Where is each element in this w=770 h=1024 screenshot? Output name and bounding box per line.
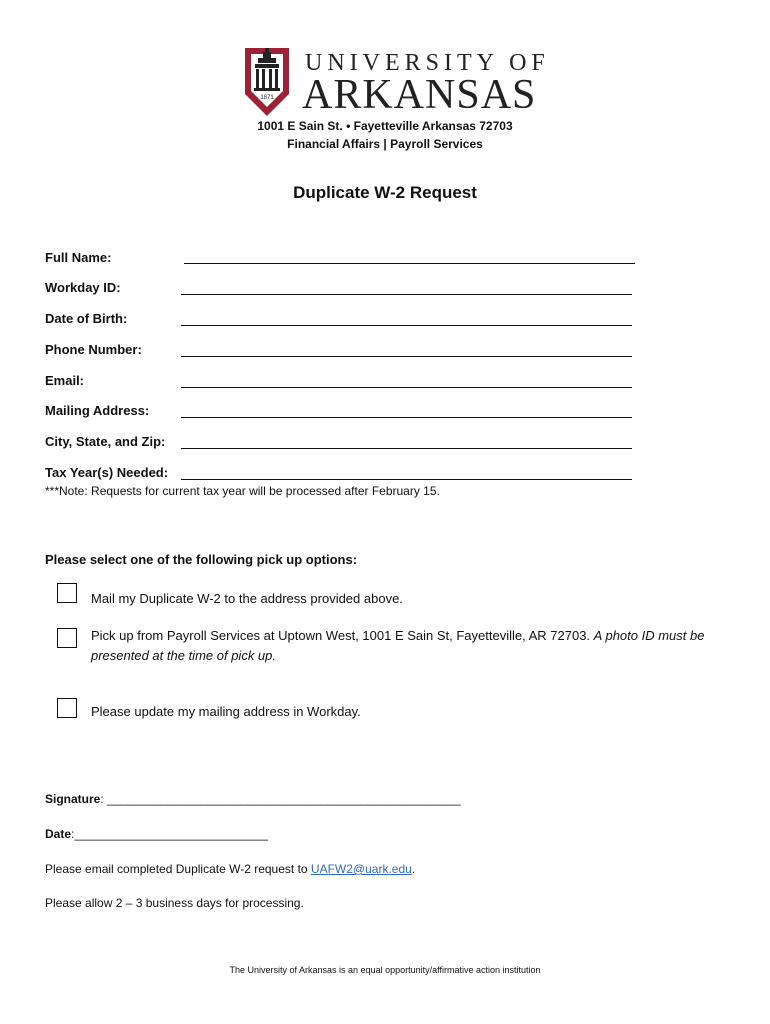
phone-number-label: Phone Number:	[45, 342, 142, 357]
mail-w2-checkbox[interactable]	[57, 583, 77, 603]
logo-university-of: UNIVERSITY OF	[305, 50, 550, 76]
seal-year-text: 1871	[260, 95, 274, 101]
tax-year-note: ***Note: Requests for current tax year will be processed after February 15.	[45, 484, 440, 498]
date-separator: :	[71, 827, 75, 841]
tax-years-field[interactable]	[181, 479, 632, 480]
form-title: Duplicate W-2 Request	[293, 183, 477, 202]
date-line[interactable]	[45, 827, 268, 841]
update-address-checkbox[interactable]	[57, 698, 77, 718]
signature-line[interactable]	[45, 792, 461, 806]
processing-time-note: Please allow 2 – 3 business days for processing.	[45, 896, 304, 910]
date-blank: _____________________________	[74, 827, 268, 841]
pickup-in-person-option-label	[91, 626, 731, 666]
address-line: 1001 E Sain St. • Fayetteville Arkansas 72703	[257, 119, 513, 133]
email-instruction-prefix: Please email completed Duplicate W-2 request to	[45, 862, 311, 876]
date-label: Date	[45, 827, 72, 841]
date-of-birth-field[interactable]	[181, 325, 632, 326]
mailing-address-field[interactable]	[181, 417, 632, 418]
update-address-option-label	[91, 702, 731, 722]
email-label: Email:	[45, 373, 85, 388]
signature-label: Signature	[45, 792, 101, 806]
logo-arkansas: ARKANSAS	[302, 72, 537, 118]
mail-w2-option-text: Mail my Duplicate W-2 to the address provided above.	[91, 591, 403, 606]
workday-id-label: Workday ID:	[45, 280, 121, 295]
pickup-in-person-option-text: Pick up from Payroll Services at Uptown West, 1001 E Sain St, Fayetteville, AR 72703.	[91, 628, 591, 643]
signature-blank: _____________________________________________________	[107, 792, 461, 806]
full-name-field[interactable]	[184, 263, 635, 264]
email-field[interactable]	[181, 387, 632, 388]
tax-years-label: Tax Year(s) Needed:	[45, 465, 169, 480]
payroll-email-link[interactable]: UAFW2@uark.edu	[310, 862, 412, 876]
full-name-label: Full Name:	[45, 250, 112, 265]
phone-number-field[interactable]	[181, 356, 632, 357]
mailing-address-label: Mailing Address:	[45, 403, 150, 418]
university-seal-logo	[243, 44, 291, 118]
city-state-zip-field[interactable]	[181, 448, 632, 449]
email-instruction-suffix: .	[411, 862, 416, 876]
signature-separator: :	[100, 792, 108, 806]
department-line: Financial Affairs | Payroll Services	[287, 137, 483, 151]
photo-id-requirement-text: A photo ID must be presented at the time of pick up.	[91, 628, 705, 663]
email-instruction	[45, 862, 415, 876]
equal-opportunity-footer: The University of Arkansas is an equal opportunity/affirmative action institution	[229, 965, 541, 975]
pickup-in-person-checkbox[interactable]	[57, 628, 77, 648]
date-of-birth-label: Date of Birth:	[45, 311, 128, 326]
pickup-options-heading: Please select one of the following pick up options:	[45, 552, 358, 567]
workday-id-field[interactable]	[181, 294, 632, 295]
city-state-zip-label: City, State, and Zip:	[45, 434, 166, 449]
update-address-option-text: Please update my mailing address in Workday.	[91, 704, 361, 719]
mail-w2-option-label	[91, 589, 731, 609]
